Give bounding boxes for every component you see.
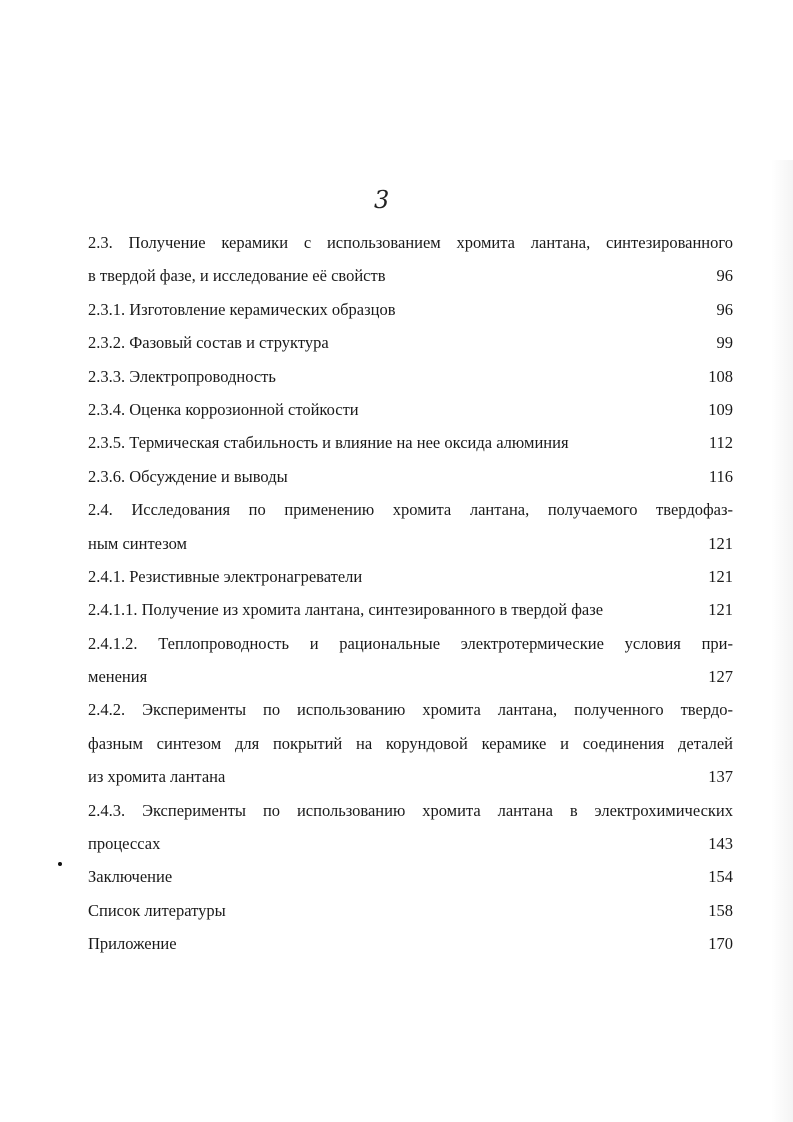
toc-page-number: 127 (708, 667, 733, 687)
toc-line (88, 293, 733, 326)
toc-entry-text: 2.4.3. Эксперименты по использованию хромита лантана в электрохимических (88, 800, 733, 820)
toc-entry-text: 2.3.1. Изготовление керамических образцов (88, 299, 396, 319)
toc-line (88, 727, 733, 760)
toc-page-number: 96 (716, 299, 733, 319)
table-of-contents (88, 226, 733, 961)
toc-entry-text: ным синтезом (88, 533, 187, 553)
toc-page-number: 143 (708, 834, 733, 854)
toc-page-number: 121 (708, 533, 733, 553)
toc-line (88, 259, 733, 292)
toc-line (88, 593, 733, 626)
toc-line (88, 827, 733, 860)
toc-line (88, 794, 733, 827)
toc-line (88, 360, 733, 393)
toc-line (88, 393, 733, 426)
toc-line (88, 226, 733, 259)
toc-page-number: 108 (708, 366, 733, 386)
toc-page-number: 116 (708, 466, 733, 486)
toc-page-number: 109 (708, 399, 733, 419)
toc-page-number: 170 (708, 934, 733, 954)
toc-page-number: 154 (708, 867, 733, 887)
scan-shadow-edge (771, 160, 793, 1122)
toc-line (88, 760, 733, 793)
toc-entry-text: 2.3.3. Электропроводность (88, 366, 276, 386)
toc-entry-text: процессах (88, 834, 161, 854)
toc-entry-text: 2.4.1. Резистивные электронагреватели (88, 566, 363, 586)
toc-entry-text: 2.4.2. Эксперименты по использованию хромита лантана, полученного твердо- (88, 700, 733, 720)
toc-entry-text: в твердой фазе, и исследование её свойств (88, 266, 386, 286)
toc-page-number: 112 (708, 433, 733, 453)
toc-line (88, 493, 733, 526)
toc-line (88, 460, 733, 493)
toc-page-number: 99 (716, 333, 733, 353)
toc-entry-text: 2.3.5. Термическая стабильность и влияние на нее оксида алюминия (88, 433, 569, 453)
toc-entry-text: фазным синтезом для покрытий на корундовой керамике и соединения деталей (88, 733, 733, 753)
toc-page-number: 137 (708, 767, 733, 787)
toc-line (88, 426, 733, 459)
toc-line (88, 927, 733, 960)
page-number: 3 (374, 186, 390, 214)
toc-entry-text: 2.3.2. Фазовый состав и структура (88, 333, 329, 353)
toc-entry-text: 2.3.6. Обсуждение и выводы (88, 466, 288, 486)
toc-entry-text: 2.3.4. Оценка коррозионной стойкости (88, 399, 359, 419)
toc-entry-text: Заключение (88, 867, 173, 887)
toc-line (88, 326, 733, 359)
toc-entry-text: 2.4. Исследования по применению хромита лантана, получаемого твердофаз- (88, 500, 733, 520)
toc-line (88, 527, 733, 560)
scan-speck (58, 862, 62, 866)
toc-page-number: 121 (708, 566, 733, 586)
toc-page-number: 158 (708, 900, 733, 920)
toc-entry-text: 2.4.1.1. Получение из хромита лантана, синтезированного в твердой фазе (88, 600, 604, 620)
toc-entry-text: Приложение (88, 934, 177, 954)
toc-line (88, 860, 733, 893)
toc-entry-text: из хромита лантана (88, 767, 226, 787)
toc-page-number: 96 (716, 266, 733, 286)
toc-line (88, 560, 733, 593)
toc-line (88, 660, 733, 693)
toc-entry-text: 2.3. Получение керамики с использованием хромита лантана, синтезированного (88, 233, 733, 252)
toc-entry-text: менения (88, 667, 148, 687)
toc-entry-text: 2.4.1.2. Теплопроводность и рациональные электротермические условия при- (88, 633, 733, 653)
toc-line (88, 627, 733, 660)
toc-entry-text: Список литературы (88, 900, 226, 920)
toc-page-number: 121 (708, 600, 733, 620)
toc-line (88, 894, 733, 927)
toc-line (88, 693, 733, 726)
